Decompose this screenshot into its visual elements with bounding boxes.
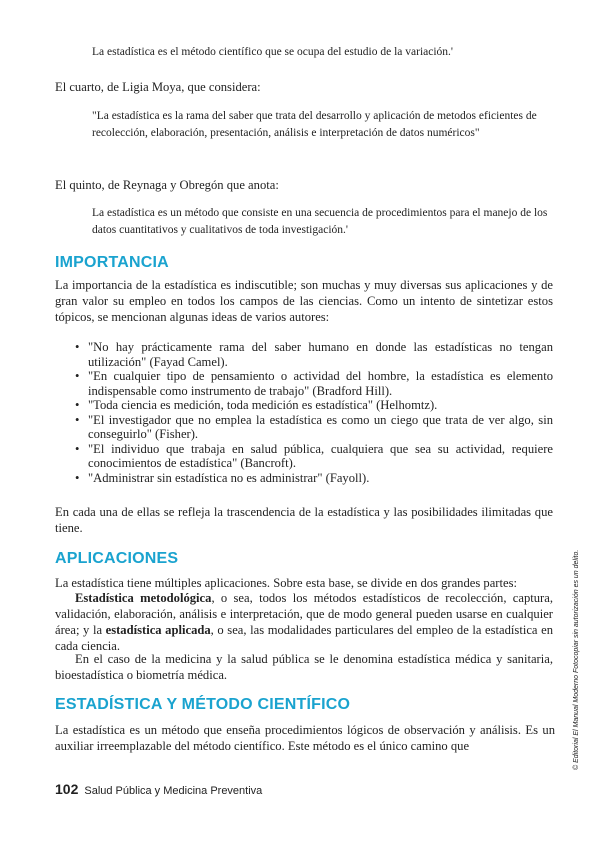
- copyright-side-note: [573, 490, 583, 770]
- list-item: • "El individuo que trabaja en salud pública, cualquiera que sea su actividad, requiere conocimientos de estadística" (Bancroft).: [75, 441, 553, 470]
- metodo-p1: La estadística es un método que enseña procedimientos lógicos de observación y análisis. Es un auxiliar irreemplazable del método científico. Este método es el único camino que: [55, 723, 555, 753]
- heading-aplicaciones: APLICACIONES: [55, 550, 179, 567]
- heading-importancia: IMPORTANCIA: [55, 254, 169, 271]
- quote-5: La estadística es un método que consiste en una secuencia de procedimientos para el manejo de los datos cuantitativos y cualitativos de toda investigación.': [92, 207, 548, 236]
- intro-fifth: El quinto, de Reynaga y Obregón que anota:: [55, 178, 279, 192]
- term-estadistica-aplicada: estadística aplicada: [105, 623, 211, 637]
- intro-fourth: El cuarto, de Ligia Moya, que considera:: [55, 80, 261, 94]
- list-item: • "No hay prácticamente rama del saber humano en donde las estadísticas no tengan utilización" (Fayad Camel).: [75, 340, 553, 369]
- term-estadistica-metodologica: Estadística metodológica: [75, 591, 212, 605]
- page-number: 102: [55, 781, 79, 797]
- importancia-intro: La importancia de la estadística es indiscutible; son muchas y muy diversas sus aplicaciones y de gran valor su empleo en todos los campos de las ciencias. Como un intento de sintetizar estos tópicos, se mencionan algunas ideas de varios autores:: [55, 278, 553, 324]
- aplicaciones-p2: Estadística metodológica, o sea, todos los métodos estadísticos de recolección, captura, validación, elaboración, análisis e interpretación, que de modo general pueden usarse en cualquier área; y la estadística aplicada, o sea, las modalidades particulares del empleo de la estadística en cada ciencia.: [55, 591, 553, 653]
- list-item: • "En cualquier tipo de pensamiento o actividad del hombre, la estadística es elemento indispensable como instrumento de trabajo" (Bradford Hill).: [75, 369, 553, 398]
- heading-metodo-cientifico: ESTADÍSTICA Y MÉTODO CIENTÍFICO: [55, 696, 351, 713]
- quote-1: La estadística es el método científico que se ocupa del estudio de la variación.': [92, 46, 453, 58]
- aplicaciones-p3: En el caso de la medicina y la salud pública se le denomina estadística médica y sanitaria, bioestadística o biometría médica.: [55, 652, 553, 682]
- list-item: • "Administrar sin estadística no es administrar" (Fayoll).: [75, 470, 370, 485]
- importancia-closing: En cada una de ellas se refleja la trascendencia de la estadística y las posibilidades ilimitadas que tiene.: [55, 505, 553, 535]
- page-footer: [55, 781, 262, 797]
- aplicaciones-p1: La estadística tiene múltiples aplicaciones. Sobre esta base, se divide en dos grandes partes:: [55, 576, 517, 590]
- copyright-text: © Editorial El Manual Moderno Fotocopiar sin autorización es un delito.: [573, 549, 580, 770]
- list-item: • "El investigador que no emplea la estadística es como un ciego que trata de ver algo, sin conseguirlo" (Fisher).: [75, 412, 553, 441]
- quote-4: "La estadística es la rama del saber que trata del desarrollo y aplicación de metodos eficientes de recolección, elaboración, presentación, análisis e interpretación de datos numéricos": [92, 110, 537, 139]
- list-item: • "Toda ciencia es medición, toda medición es estadística" (Helhomtz).: [75, 398, 438, 412]
- importancia-bullet-list: [75, 340, 553, 485]
- book-title: Salud Pública y Medicina Preventiva: [84, 785, 263, 797]
